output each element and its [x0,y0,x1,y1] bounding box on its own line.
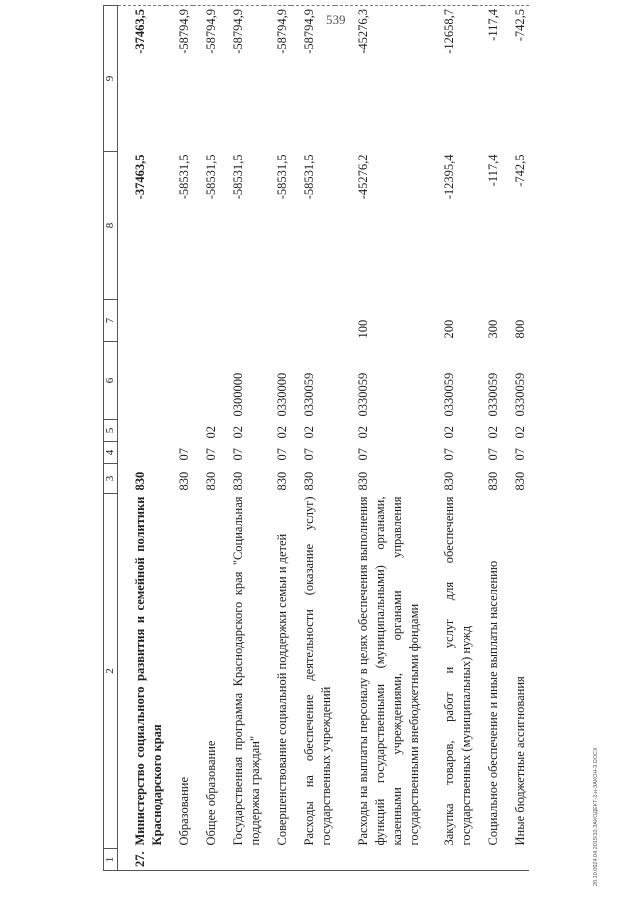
row-name: Совершенствование социальной поддержки семьи и детей [275,533,289,846]
col-5-subsection [118,420,167,442]
col-9-amount: -58794,9 [166,6,193,152]
col-6-target-article: 0300000 [231,372,245,417]
col-5-subsection: 02 [486,426,500,439]
row-name: Иные бюджетные ассигнования [513,676,527,846]
row-name: Социальное обеспечение и иные выплаты населению [486,560,500,846]
col-4-section [118,442,167,464]
table-row [193,6,220,871]
rotated-table-container [103,6,613,871]
col-6-target-article [166,342,193,420]
col-9-amount: -117,4 [475,6,502,152]
table-row [423,6,475,871]
table-row [335,6,423,871]
col-8-amount: -37463,5 [133,154,147,200]
col-8-amount: -58531,5 [275,154,289,200]
col-7-expense-type: 200 [442,319,456,339]
col-8-amount: -117,4 [486,154,500,187]
col-9-amount: -37463,5 [118,6,167,152]
row-number [166,849,193,871]
col-3-ministry-code: 830 [442,471,456,491]
col-5-subsection: 02 [442,426,456,439]
col-8-amount: -58531,5 [177,154,191,200]
col-9-amount: -742,5 [502,6,529,152]
col-6-target-article: 0330059 [513,372,527,417]
col-7-expense-type: 100 [356,319,370,339]
col-4-section: 07 [513,448,527,461]
col-4-section: 07 [275,448,289,461]
col-3-ministry-code: 830 [177,471,191,491]
col-9-amount: -58794,9 [193,6,220,152]
col-7-expense-type [118,300,167,342]
header-col-1: 1 [104,849,118,871]
col-3-ministry-code: 830 [302,471,316,491]
row-number [220,849,264,871]
header-col-8: 8 [104,152,118,300]
col-3-ministry-code: 830 [486,471,500,491]
row-number [193,849,220,871]
header-col-7: 7 [104,300,118,342]
row-number [423,849,475,871]
col-8-amount: -58531,5 [231,154,245,200]
col-5-subsection: 02 [513,426,527,439]
table-row [264,6,291,871]
header-col-3: 3 [104,464,118,494]
row-number [335,849,423,871]
row-name: Закупка товаров, работ и услуг для обеспечения государственных (муниципальных) нужд [442,496,473,846]
col-4-section: 07 [442,448,456,461]
col-3-ministry-code: 830 [275,471,289,491]
col-4-section: 07 [302,448,316,461]
col-3-ministry-code: 830 [513,471,527,491]
col-8-amount: -45276,2 [356,154,370,200]
col-9-amount: -58794,9 [291,6,335,152]
header-col-5: 5 [104,420,118,442]
row-name: Расходы на выплаты персоналу в целях обеспечения выполнения функций государственными (муниципальными) органами, казенными учреждениями, органами управления государственными внебюджетными фондами [356,496,421,846]
col-4-section: 07 [177,448,191,461]
table-row [166,6,193,871]
col-5-subsection: 02 [275,426,289,439]
table-row [291,6,335,871]
col-8-amount: -742,5 [513,154,527,187]
col-5-subsection: 02 [302,426,316,439]
col-5-subsection: 02 [231,426,245,439]
col-7-expense-type: 800 [513,319,527,339]
col-6-target-article: 0330059 [486,372,500,417]
header-col-9: 9 [104,6,118,152]
col-8-amount: -12395,4 [442,154,456,200]
col-3-ministry-code: 830 [204,471,218,491]
col-7-expense-type [166,300,193,342]
col-5-subsection: 02 [204,426,218,439]
row-name: Министерство социального развития и семейной политики Краснодарского края [133,496,164,846]
col-6-target-article: 0330059 [442,372,456,417]
col-7-expense-type [291,300,335,342]
col-9-amount: -58794,9 [220,6,264,152]
col-6-target-article [118,342,167,420]
col-6-target-article: 0330059 [356,372,370,417]
col-6-target-article: 0330000 [275,372,289,417]
table-row [220,6,264,871]
row-number [264,849,291,871]
footer-file-path: 20.10.0624.04.2015\10.ЗАКОДЕКТ-2-н-ЗАКОН-3.DOCX [593,747,599,886]
table-row [118,6,167,871]
col-3-ministry-code: 830 [133,471,147,491]
header-col-2: 2 [104,494,118,849]
col-4-section: 07 [486,448,500,461]
col-8-amount: -58531,5 [204,154,218,200]
header-col-6: 6 [104,342,118,420]
table-row [502,6,529,871]
col-6-target-article [193,342,220,420]
budget-table [103,5,529,871]
col-6-target-article: 0330059 [302,372,316,417]
row-name: Расходы на обеспечение деятельности (оказание услуг) государственных учреждений [302,496,333,846]
header-row [104,6,118,871]
row-number [475,849,502,871]
col-4-section: 07 [356,448,370,461]
col-4-section: 07 [204,448,218,461]
row-number [502,849,529,871]
row-number [291,849,335,871]
col-9-amount: -45276,3 [335,6,423,152]
col-7-expense-type [193,300,220,342]
col-3-ministry-code: 830 [231,471,245,491]
header-col-4: 4 [104,442,118,464]
col-9-amount: -12658,7 [423,6,475,152]
col-7-expense-type [220,300,264,342]
col-3-ministry-code: 830 [356,471,370,491]
col-5-subsection: 02 [356,426,370,439]
table-row [475,6,502,871]
col-7-expense-type [264,300,291,342]
row-number: 27. [118,849,167,871]
col-4-section: 07 [231,448,245,461]
col-9-amount: -58794,9 [264,6,291,152]
row-name: Образование [177,776,191,846]
row-name: Государственная программа Краснодарского края "Социальная поддержка граждан" [231,496,262,846]
row-name: Общее образование [204,740,218,846]
page-number: 539 [326,12,346,27]
col-7-expense-type: 300 [486,319,500,339]
col-8-amount: -58531,5 [302,154,316,200]
col-5-subsection [166,420,193,442]
